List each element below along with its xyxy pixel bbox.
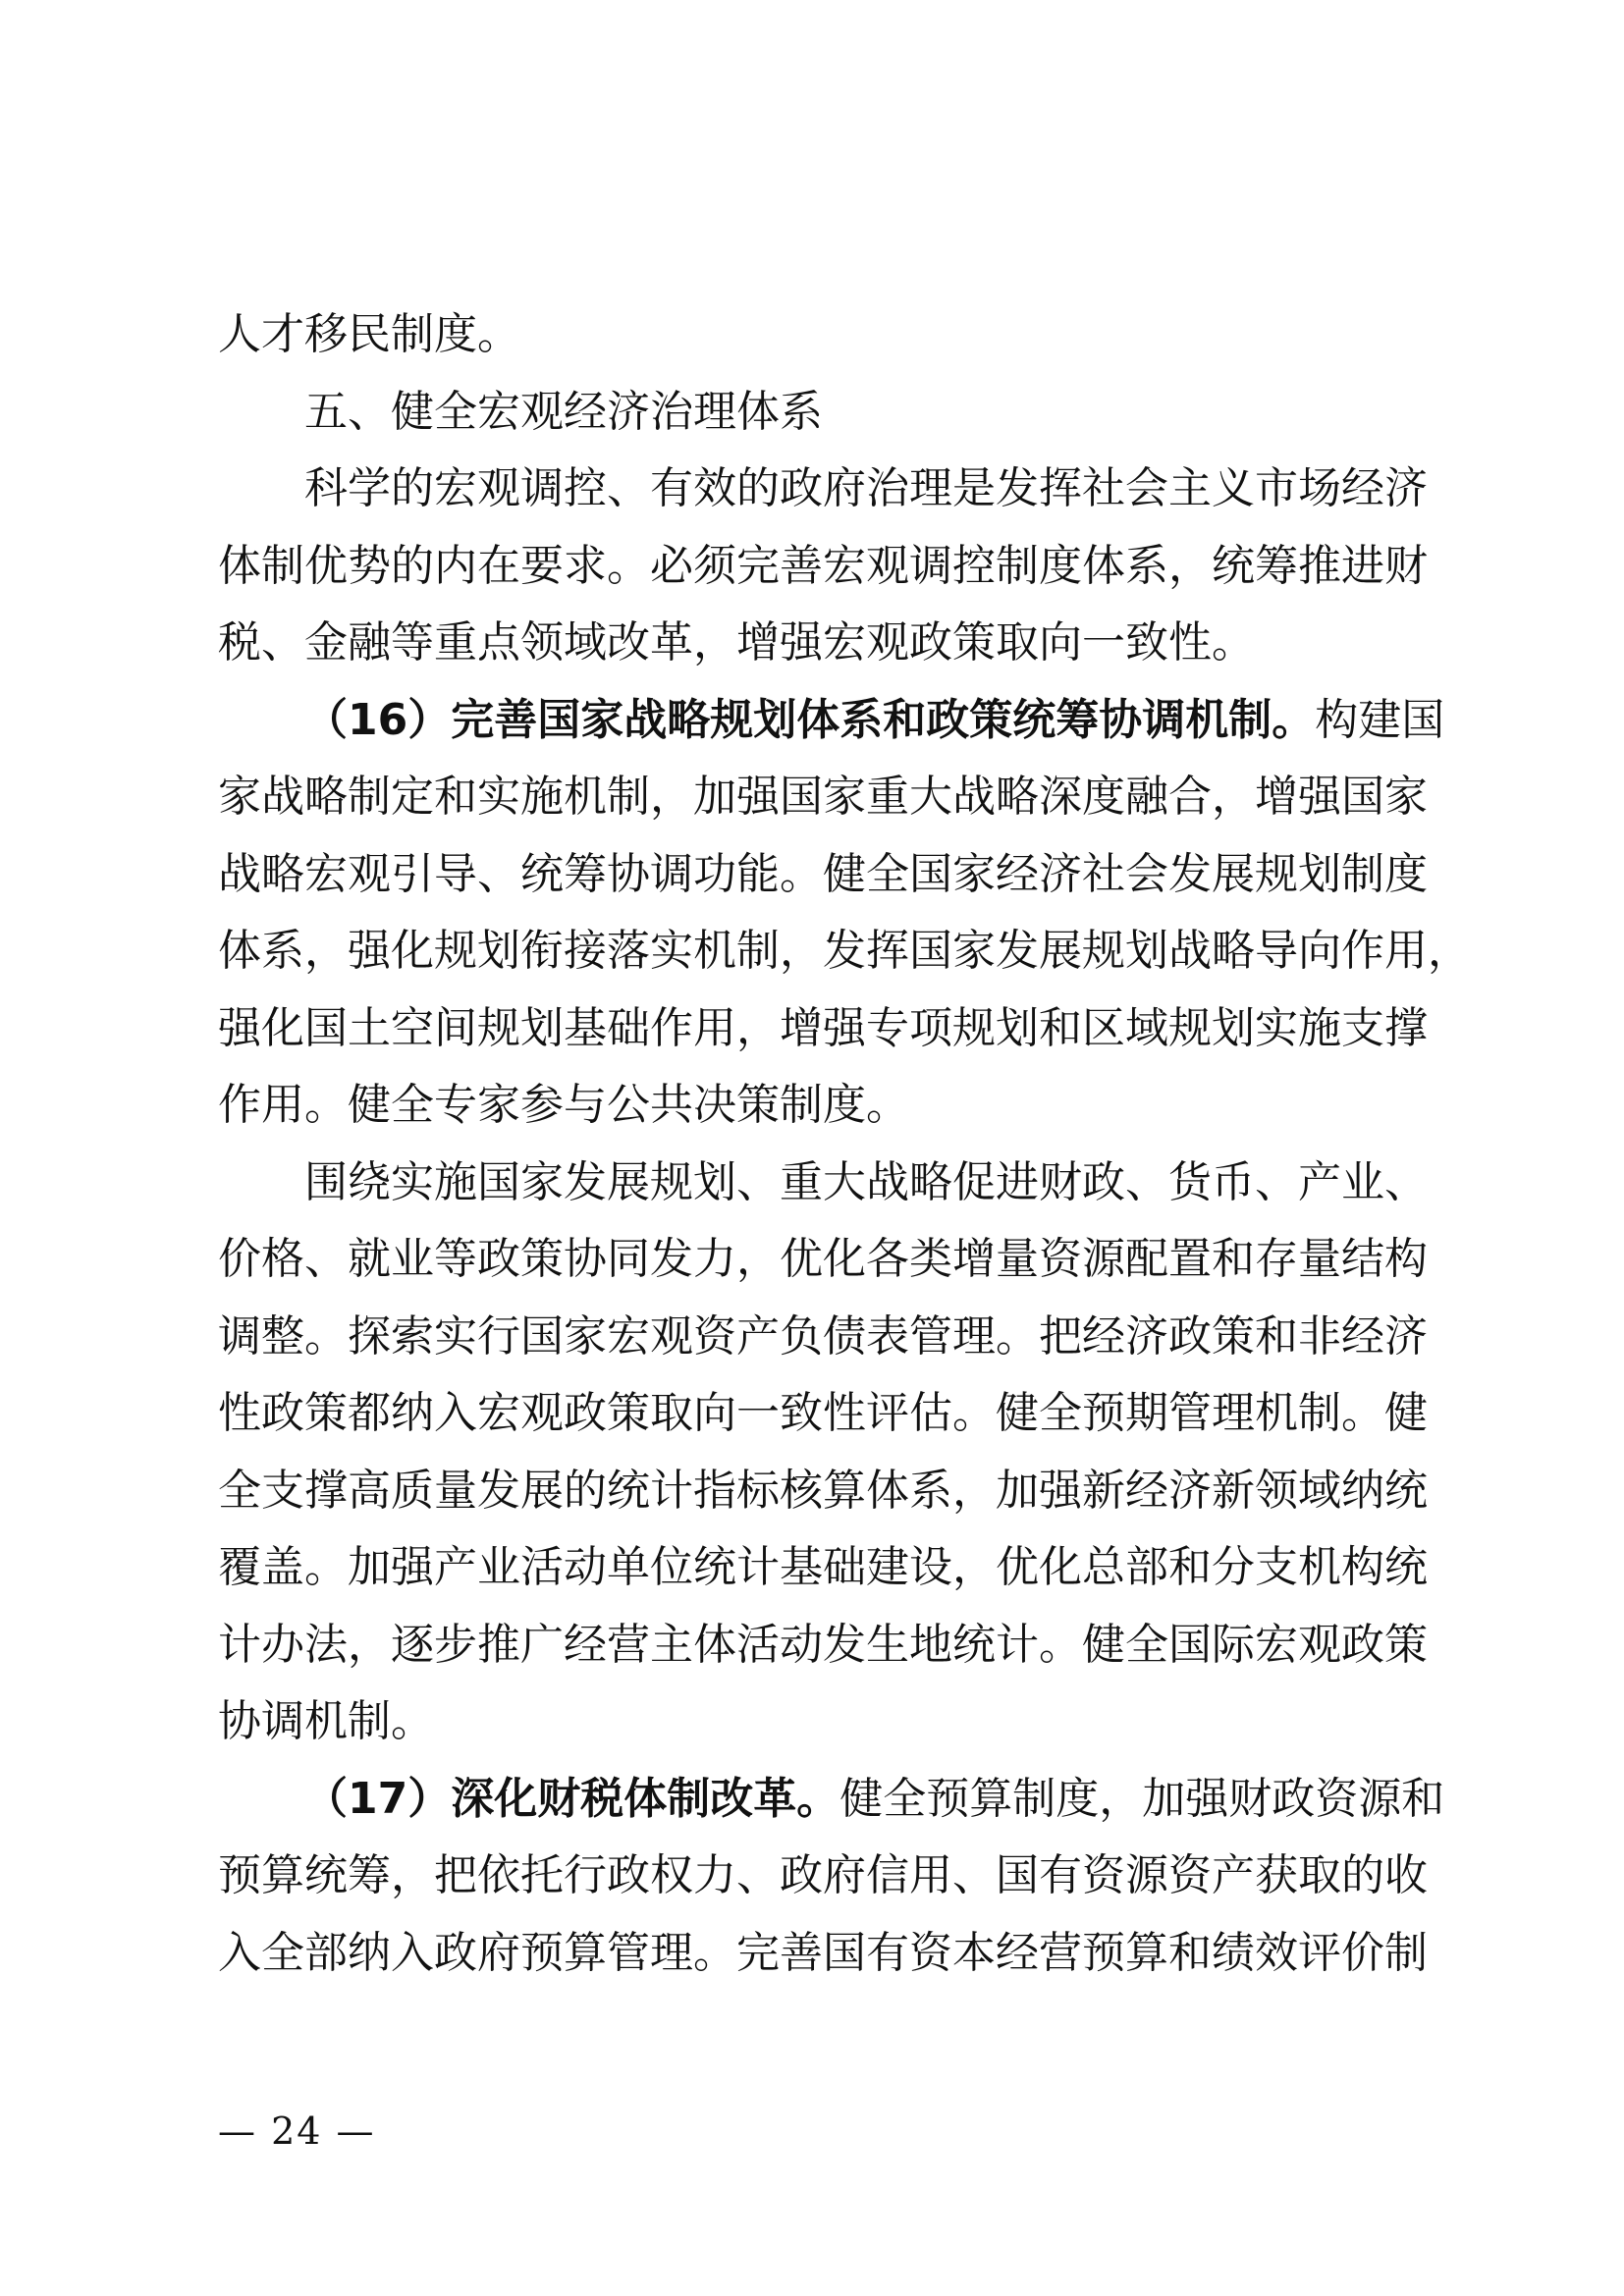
text-line: 人才移民制度。: [218, 309, 520, 359]
text-line: 覆盖。加强产业活动单位统计基础建设，优化总部和分支机构统: [218, 1542, 1428, 1592]
text-line: 战略宏观引导、统筹协调功能。健全国家经济社会发展规划制度: [218, 849, 1428, 899]
text-line: 强化国土空间规划基础作用，增强专项规划和区域规划实施支撑: [218, 1003, 1428, 1053]
subsection-heading: （17）深化财税体制改革。: [304, 1774, 840, 1824]
subsection-heading: （16）完善国家战略规划体系和政策统筹协调机制。: [304, 695, 1316, 745]
text-line: 协调机制。: [218, 1696, 434, 1746]
text-line: 价格、就业等政策协同发力，优化各类增量资源配置和存量结构: [218, 1234, 1428, 1284]
text-line: 预算统筹，把依托行政权力、政府信用、国有资源资产获取的收: [218, 1850, 1428, 1900]
section-heading: 五、健全宏观经济治理体系: [304, 387, 823, 437]
text-line: 调整。探索实行国家宏观资产负债表管理。把经济政策和非经济: [218, 1311, 1428, 1362]
text-line: [304, 1772, 1445, 1827]
text-line: 计办法，逐步推广经营主体活动发生地统计。健全国际宏观政策: [218, 1620, 1428, 1670]
text-line: 科学的宏观调控、有效的政府治理是发挥社会主义市场经济: [304, 463, 1428, 513]
text-line: 体系，强化规划衔接落实机制，发挥国家发展规划战略导向作用，: [218, 926, 1471, 976]
page-number: — 24 —: [218, 2109, 376, 2153]
text-line: 入全部纳入政府预算管理。完善国有资本经营预算和绩效评价制: [218, 1928, 1428, 1978]
text-line: 税、金融等重点领域改革，增强宏观政策取向一致性。: [218, 617, 1255, 667]
text-line: 围绕实施国家发展规划、重大战略促进财政、货币、产业、: [304, 1157, 1428, 1207]
text-line: 家战略制定和实施机制，加强国家重大战略深度融合，增强国家: [218, 772, 1428, 822]
text-span: 构建国: [1315, 695, 1445, 745]
text-span: 健全预算制度，加强财政资源和: [839, 1774, 1445, 1824]
text-line: 作用。健全专家参与公共决策制度。: [218, 1080, 909, 1130]
text-line: [304, 693, 1445, 748]
text-line: 体制优势的内在要求。必须完善宏观调控制度体系，统筹推进财: [218, 541, 1428, 591]
text-line: 性政策都纳入宏观政策取向一致性评估。健全预期管理机制。健: [218, 1388, 1428, 1438]
text-line: 全支撑高质量发展的统计指标核算体系，加强新经济新领域纳统: [218, 1466, 1428, 1516]
